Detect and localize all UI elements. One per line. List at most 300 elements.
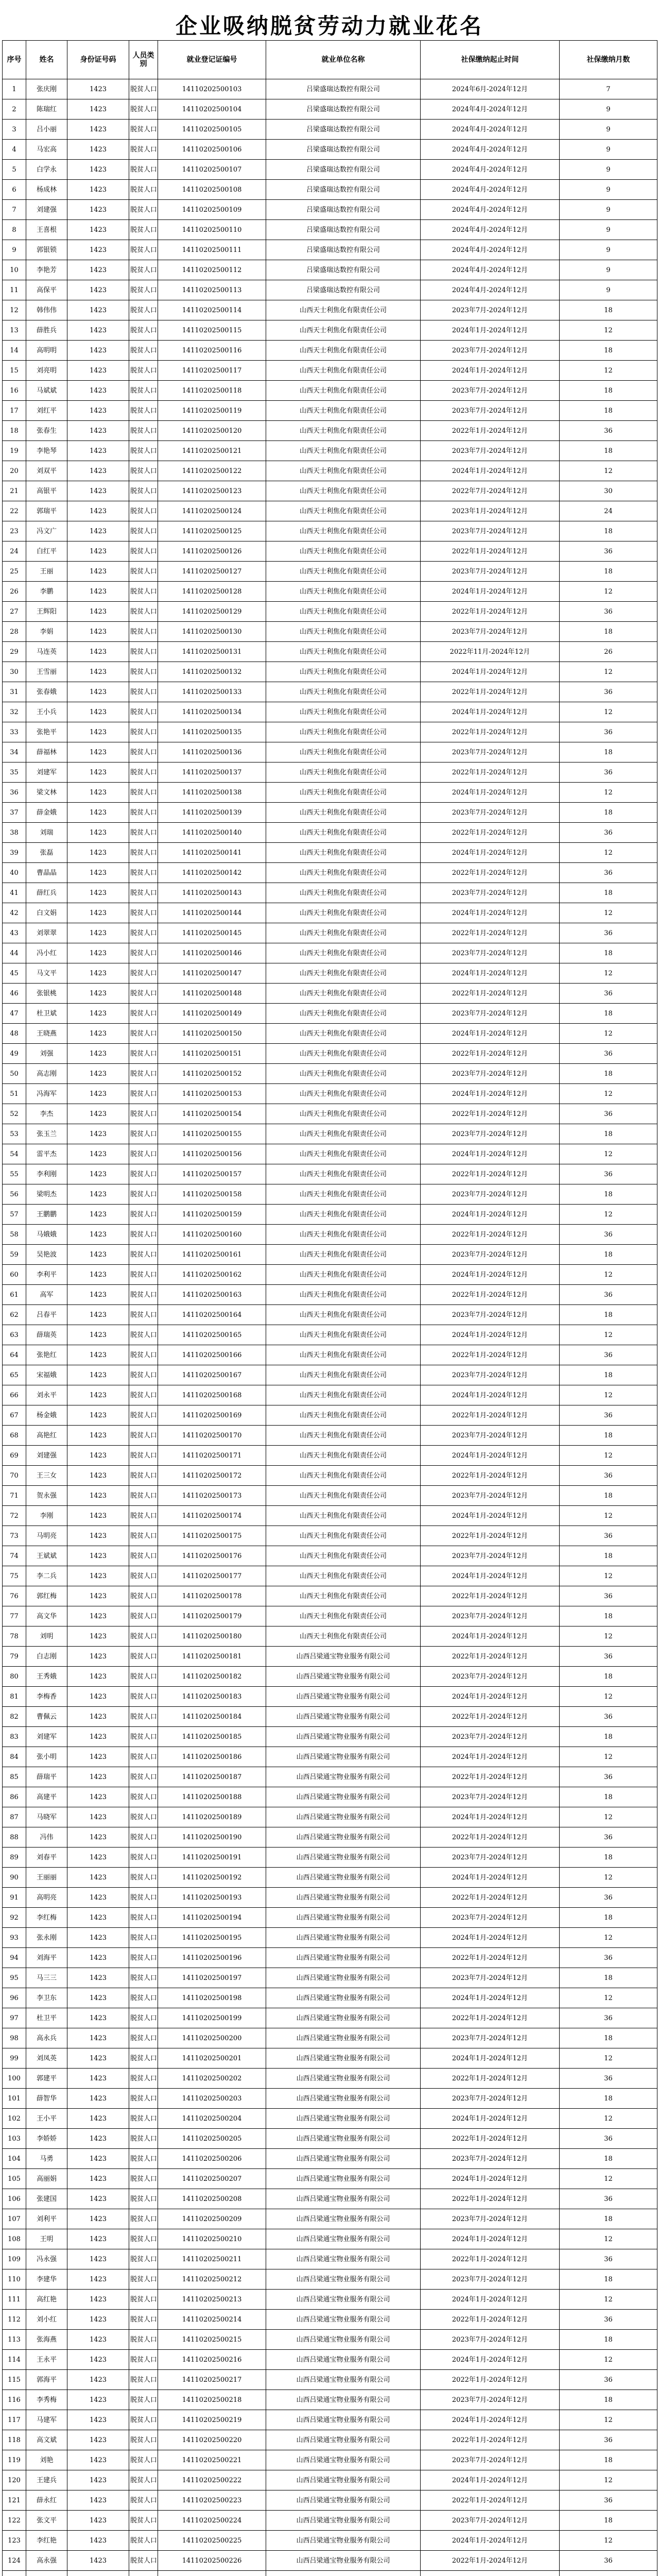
col-insurance-period-cell: 2023年7月-2024年12月 bbox=[421, 1787, 560, 1807]
col-registration-no-cell: 14110202500152 bbox=[158, 1064, 266, 1084]
col-category-cell: 脱贫人口 bbox=[129, 1827, 158, 1848]
table-row bbox=[3, 1968, 657, 1988]
col-id-number-cell: 1423 bbox=[67, 1225, 129, 1245]
col-category-cell: 脱贫人口 bbox=[129, 2089, 158, 2109]
col-insurance-months-cell: 12 bbox=[560, 903, 657, 923]
col-insurance-months-cell: 36 bbox=[560, 1586, 657, 1606]
col-name-cell: 张春娥 bbox=[26, 682, 67, 702]
table-row bbox=[3, 2430, 657, 2450]
col-employer-cell: 山西天士利焦化有限责任公司 bbox=[266, 300, 421, 320]
col-id-number-cell: 1423 bbox=[67, 2209, 129, 2229]
col-insurance-period-cell: 2022年1月-2024年12月 bbox=[421, 1225, 560, 1245]
col-index-cell: 13 bbox=[3, 320, 26, 341]
col-name-cell: 冯永强 bbox=[26, 2249, 67, 2269]
table-row bbox=[3, 1365, 657, 1385]
col-category-cell: 脱贫人口 bbox=[129, 1486, 158, 1506]
col-category-cell: 脱贫人口 bbox=[129, 963, 158, 984]
col-name-cell: 郭海平 bbox=[26, 2370, 67, 2390]
col-insurance-period-cell: 2024年1月-2024年12月 bbox=[421, 2229, 560, 2249]
col-insurance-months-cell: 12 bbox=[560, 2290, 657, 2310]
col-employer-cell: 吕梁盛瑞达数控有限公司 bbox=[266, 260, 421, 280]
table-row bbox=[3, 742, 657, 762]
col-employer-cell: 山西天士利焦化有限责任公司 bbox=[266, 762, 421, 783]
col-insurance-months-cell: 12 bbox=[560, 461, 657, 481]
table-row bbox=[3, 1767, 657, 1787]
table-row bbox=[3, 943, 657, 963]
col-insurance-months-cell: 36 bbox=[560, 2370, 657, 2390]
col-insurance-months-cell: 18 bbox=[560, 2089, 657, 2109]
col-index-cell: 19 bbox=[3, 441, 26, 461]
col-insurance-months-cell: 36 bbox=[560, 1647, 657, 1667]
col-employer-cell: 吕梁盛瑞达数控有限公司 bbox=[266, 99, 421, 120]
col-id-number-cell: 1423 bbox=[67, 2350, 129, 2370]
table-row bbox=[3, 1807, 657, 1827]
col-index-cell: 60 bbox=[3, 1265, 26, 1285]
table-row bbox=[3, 2229, 657, 2249]
col-name-cell: 马斌斌 bbox=[26, 381, 67, 401]
col-index-cell: 40 bbox=[3, 863, 26, 883]
col-category-cell: 脱贫人口 bbox=[129, 2169, 158, 2189]
col-insurance-period-cell: 2023年1月-2024年12月 bbox=[421, 501, 560, 521]
table-row bbox=[3, 220, 657, 240]
col-registration-no-cell: 14110202500161 bbox=[158, 1245, 266, 1265]
col-name-cell: 贺永强 bbox=[26, 1486, 67, 1506]
col-name-cell: 薛永红 bbox=[26, 2490, 67, 2511]
col-id-number-cell: 1423 bbox=[67, 2089, 129, 2109]
col-id-number-cell: 1423 bbox=[67, 2330, 129, 2350]
col-category-cell: 脱贫人口 bbox=[129, 200, 158, 220]
col-employer-cell: 吕梁盛瑞达数控有限公司 bbox=[266, 200, 421, 220]
col-id-number-cell: 1423 bbox=[67, 2410, 129, 2430]
col-insurance-period-cell: 2023年7月-2024年12月 bbox=[421, 401, 560, 421]
col-id-number-cell: 1423 bbox=[67, 1868, 129, 1888]
col-employer-cell: 吕梁盛瑞达数控有限公司 bbox=[266, 79, 421, 99]
col-name-cell: 高建平 bbox=[26, 1787, 67, 1807]
col-employer-cell: 山西吕梁通宝物业服务有限公司 bbox=[266, 2028, 421, 2048]
col-id-number-cell: 1423 bbox=[67, 421, 129, 441]
col-id-number-cell: 1423 bbox=[67, 2370, 129, 2390]
col-index-cell: 10 bbox=[3, 260, 26, 280]
col-id-number-cell: 1423 bbox=[67, 2310, 129, 2330]
col-index-cell: 2 bbox=[3, 99, 26, 120]
col-insurance-period-cell: 2022年1月-2024年12月 bbox=[421, 863, 560, 883]
col-id-number-cell: 1423 bbox=[67, 1566, 129, 1586]
col-category-cell: 脱贫人口 bbox=[129, 1104, 158, 1124]
col-insurance-period-cell: 2022年1月-2024年12月 bbox=[421, 722, 560, 742]
table-row bbox=[3, 1667, 657, 1687]
col-registration-no-cell: 14110202500220 bbox=[158, 2430, 266, 2450]
col-name-cell: 李刚 bbox=[26, 1506, 67, 1526]
col-employer-cell: 吕梁盛瑞达数控有限公司 bbox=[266, 140, 421, 160]
col-insurance-period-cell: 2023年7月-2024年12月 bbox=[421, 2028, 560, 2048]
col-id-number-cell: 1423 bbox=[67, 2470, 129, 2490]
col-insurance-period-cell: 2022年1月-2024年12月 bbox=[421, 2370, 560, 2390]
table-row bbox=[3, 622, 657, 642]
col-employer-cell: 山西吕梁通宝物业服务有限公司 bbox=[266, 2470, 421, 2490]
col-index-cell: 80 bbox=[3, 1667, 26, 1687]
col-id-number-cell: 1423 bbox=[67, 1245, 129, 1265]
col-name-cell: 张庆刚 bbox=[26, 79, 67, 99]
col-index-cell: 7 bbox=[3, 200, 26, 220]
col-id-number-cell: 1423 bbox=[67, 1265, 129, 1285]
col-name-cell: 王永平 bbox=[26, 2350, 67, 2370]
col-name-cell: 薛胜兵 bbox=[26, 320, 67, 341]
table-row bbox=[3, 1928, 657, 1948]
col-id-number-cell: 1423 bbox=[67, 2008, 129, 2028]
col-name-cell: 刘凤英 bbox=[26, 2048, 67, 2069]
col-insurance-period-cell: 2023年7月-2024年12月 bbox=[421, 381, 560, 401]
col-category-cell: 脱贫人口 bbox=[129, 1225, 158, 1245]
col-registration-no-cell: 14110202500179 bbox=[158, 1606, 266, 1626]
table-row bbox=[3, 401, 657, 421]
col-index-cell: 32 bbox=[3, 702, 26, 722]
col-index-cell: 99 bbox=[3, 2048, 26, 2069]
col-insurance-period-cell: 2024年1月-2024年12月 bbox=[421, 963, 560, 984]
col-insurance-months-cell: 36 bbox=[560, 2189, 657, 2209]
col-index-cell: 72 bbox=[3, 1506, 26, 1526]
col-employer-cell: 山西吕梁通宝物业服务有限公司 bbox=[266, 1988, 421, 2008]
col-insurance-months-cell: 12 bbox=[560, 1144, 657, 1164]
header-col-index: 序号 bbox=[3, 41, 26, 79]
col-registration-no-cell: 14110202500177 bbox=[158, 1566, 266, 1586]
col-insurance-period-cell: 2024年1月-2024年12月 bbox=[421, 1385, 560, 1405]
col-insurance-period-cell: 2023年7月-2024年12月 bbox=[421, 883, 560, 903]
col-id-number-cell: 1423 bbox=[67, 140, 129, 160]
col-insurance-period-cell: 2022年1月-2024年12月 bbox=[421, 1948, 560, 1968]
col-category-cell: 脱贫人口 bbox=[129, 722, 158, 742]
col-name-cell: 高艳红 bbox=[26, 1426, 67, 1446]
table-row bbox=[3, 381, 657, 401]
table-row bbox=[3, 1647, 657, 1667]
col-category-cell: 脱贫人口 bbox=[129, 220, 158, 240]
col-index-cell: 68 bbox=[3, 1426, 26, 1446]
col-insurance-months-cell: 12 bbox=[560, 783, 657, 803]
col-name-cell: 杜卫斌 bbox=[26, 1004, 67, 1024]
col-index-cell: 78 bbox=[3, 1626, 26, 1647]
col-index-cell: 45 bbox=[3, 963, 26, 984]
col-index-cell: 81 bbox=[3, 1687, 26, 1707]
col-insurance-period-cell: 2023年7月-2024年12月 bbox=[421, 2390, 560, 2410]
col-id-number-cell: 1423 bbox=[67, 1526, 129, 1546]
col-name-cell: 刘小红 bbox=[26, 2310, 67, 2330]
table-row bbox=[3, 1144, 657, 1164]
col-category-cell: 脱贫人口 bbox=[129, 2129, 158, 2149]
col-name-cell: 张海燕 bbox=[26, 2330, 67, 2350]
col-registration-no-cell: 14110202500192 bbox=[158, 1868, 266, 1888]
col-insurance-period-cell: 2023年7月-2024年12月 bbox=[421, 521, 560, 541]
col-employer-cell: 山西吕梁通宝物业服务有限公司 bbox=[266, 1787, 421, 1807]
col-category-cell: 脱贫人口 bbox=[129, 1647, 158, 1667]
col-index-cell: 55 bbox=[3, 1164, 26, 1184]
col-employer-cell: 山西天士利焦化有限责任公司 bbox=[266, 622, 421, 642]
col-registration-no-cell: 14110202500217 bbox=[158, 2370, 266, 2390]
col-category-cell: 脱贫人口 bbox=[129, 2330, 158, 2350]
col-registration-no-cell: 14110202500135 bbox=[158, 722, 266, 742]
col-category-cell: 脱贫人口 bbox=[129, 2350, 158, 2370]
col-index-cell: 44 bbox=[3, 943, 26, 963]
col-insurance-months-cell: 36 bbox=[560, 541, 657, 562]
col-insurance-period-cell: 2022年1月-2024年12月 bbox=[421, 1345, 560, 1365]
col-id-number-cell: 1423 bbox=[67, 2169, 129, 2189]
col-registration-no-cell: 14110202500165 bbox=[158, 1325, 266, 1345]
col-category-cell: 脱贫人口 bbox=[129, 381, 158, 401]
col-registration-no-cell: 14110202500115 bbox=[158, 320, 266, 341]
col-employer-cell: 山西天士利焦化有限责任公司 bbox=[266, 602, 421, 622]
col-insurance-period-cell: 2024年4月-2024年12月 bbox=[421, 200, 560, 220]
col-insurance-period-cell: 2024年1月-2024年12月 bbox=[421, 1988, 560, 2008]
col-registration-no-cell: 14110202500155 bbox=[158, 1124, 266, 1144]
col-name-cell: 吕春平 bbox=[26, 1305, 67, 1325]
col-employer-cell: 吕梁盛瑞达数控有限公司 bbox=[266, 120, 421, 140]
col-index-cell: 97 bbox=[3, 2008, 26, 2028]
col-name-cell: 薛瑞英 bbox=[26, 1325, 67, 1345]
col-insurance-period-cell: 2022年1月-2024年12月 bbox=[421, 1044, 560, 1064]
col-employer-cell: 山西吕梁通宝物业服务有限公司 bbox=[266, 1747, 421, 1767]
col-employer-cell: 山西天士利焦化有限责任公司 bbox=[266, 361, 421, 381]
col-category-cell: 脱贫人口 bbox=[129, 1285, 158, 1305]
col-insurance-months-cell: 12 bbox=[560, 1687, 657, 1707]
col-index-cell: 101 bbox=[3, 2089, 26, 2109]
col-name-cell: 王晓燕 bbox=[26, 1024, 67, 1044]
col-category-cell: 脱贫人口 bbox=[129, 1124, 158, 1144]
col-employer-cell: 山西吕梁通宝物业服务有限公司 bbox=[266, 2048, 421, 2069]
table-row bbox=[3, 140, 657, 160]
col-index-cell: 115 bbox=[3, 2370, 26, 2390]
table-row bbox=[3, 341, 657, 361]
col-name-cell: 白学永 bbox=[26, 160, 67, 180]
col-employer-cell: 山西天士利焦化有限责任公司 bbox=[266, 1225, 421, 1245]
col-category-cell: 脱贫人口 bbox=[129, 1807, 158, 1827]
col-insurance-months-cell: 18 bbox=[560, 2209, 657, 2229]
col-insurance-period-cell: 2023年7月-2024年12月 bbox=[421, 742, 560, 762]
col-index-cell: 5 bbox=[3, 160, 26, 180]
col-insurance-period-cell: 2022年1月-2024年12月 bbox=[421, 1285, 560, 1305]
col-insurance-months-cell: 18 bbox=[560, 1606, 657, 1626]
table-row bbox=[3, 823, 657, 843]
col-category-cell: 脱贫人口 bbox=[129, 1466, 158, 1486]
col-registration-no-cell: 14110202500157 bbox=[158, 1164, 266, 1184]
col-index-cell: 94 bbox=[3, 1948, 26, 1968]
col-registration-no-cell: 14110202500160 bbox=[158, 1225, 266, 1245]
col-id-number-cell: 1423 bbox=[67, 863, 129, 883]
col-insurance-months-cell: 18 bbox=[560, 2330, 657, 2350]
table-row bbox=[3, 280, 657, 300]
col-registration-no-cell: 14110202500144 bbox=[158, 903, 266, 923]
col-index-cell: 12 bbox=[3, 300, 26, 320]
table-row bbox=[3, 441, 657, 461]
col-employer-cell: 山西吕梁通宝物业服务有限公司 bbox=[266, 2149, 421, 2169]
col-id-number-cell: 1423 bbox=[67, 1747, 129, 1767]
col-category-cell: 脱贫人口 bbox=[129, 1948, 158, 1968]
col-category-cell: 脱贫人口 bbox=[129, 2430, 158, 2450]
col-insurance-months-cell: 18 bbox=[560, 2511, 657, 2531]
col-category-cell: 脱贫人口 bbox=[129, 1084, 158, 1104]
table-row bbox=[3, 2511, 657, 2531]
table-row bbox=[3, 562, 657, 582]
col-category-cell: 脱贫人口 bbox=[129, 2531, 158, 2551]
col-registration-no-cell: 14110202500213 bbox=[158, 2290, 266, 2310]
table-row bbox=[3, 1305, 657, 1325]
col-name-cell: 薛智华 bbox=[26, 2089, 67, 2109]
col-category-cell: 脱贫人口 bbox=[129, 823, 158, 843]
col-insurance-months-cell: 12 bbox=[560, 2048, 657, 2069]
col-insurance-period-cell: 2022年1月-2024年12月 bbox=[421, 1647, 560, 1667]
col-employer-cell: 山西吕梁通宝物业服务有限公司 bbox=[266, 1948, 421, 1968]
col-index-cell: 36 bbox=[3, 783, 26, 803]
col-category-cell: 脱贫人口 bbox=[129, 2390, 158, 2410]
col-insurance-months-cell: 36 bbox=[560, 2490, 657, 2511]
col-name-cell: 高银平 bbox=[26, 481, 67, 501]
employment-roster-table bbox=[2, 40, 657, 2576]
col-employer-cell: 山西吕梁通宝物业服务有限公司 bbox=[266, 1687, 421, 1707]
col-insurance-period-cell bbox=[421, 2571, 560, 2576]
col-index-cell: 102 bbox=[3, 2109, 26, 2129]
col-id-number-cell: 1423 bbox=[67, 1908, 129, 1928]
col-category-cell: 脱贫人口 bbox=[129, 1265, 158, 1285]
col-name-cell: 张玉兰 bbox=[26, 1124, 67, 1144]
col-insurance-months-cell: 36 bbox=[560, 2551, 657, 2571]
col-employer-cell: 山西吕梁通宝物业服务有限公司 bbox=[266, 2008, 421, 2028]
col-name-cell: 王雪丽 bbox=[26, 662, 67, 682]
table-row bbox=[3, 582, 657, 602]
col-id-number-cell: 1423 bbox=[67, 1104, 129, 1124]
col-index-cell: 20 bbox=[3, 461, 26, 481]
table-row bbox=[3, 1004, 657, 1024]
col-category-cell: 脱贫人口 bbox=[129, 1426, 158, 1446]
col-insurance-months-cell: 36 bbox=[560, 722, 657, 742]
col-insurance-months-cell: 18 bbox=[560, 2450, 657, 2470]
col-name-cell: 白红平 bbox=[26, 541, 67, 562]
col-id-number-cell: 1423 bbox=[67, 602, 129, 622]
col-insurance-months-cell: 18 bbox=[560, 1968, 657, 1988]
col-insurance-period-cell: 2022年1月-2024年12月 bbox=[421, 823, 560, 843]
col-category-cell: 脱贫人口 bbox=[129, 2370, 158, 2390]
table-row bbox=[3, 1827, 657, 1848]
table-row bbox=[3, 260, 657, 280]
col-employer-cell: 山西天士利焦化有限责任公司 bbox=[266, 1144, 421, 1164]
col-insurance-months-cell: 12 bbox=[560, 1506, 657, 1526]
col-name-cell: 张永刚 bbox=[26, 1928, 67, 1948]
col-insurance-months-cell: 9 bbox=[560, 180, 657, 200]
col-index-cell: 118 bbox=[3, 2430, 26, 2450]
col-insurance-months-cell: 12 bbox=[560, 2531, 657, 2551]
col-insurance-period-cell: 2023年7月-2024年12月 bbox=[421, 1004, 560, 1024]
col-insurance-months-cell: 36 bbox=[560, 682, 657, 702]
col-employer-cell: 山西吕梁通宝物业服务有限公司 bbox=[266, 2450, 421, 2470]
col-id-number-cell: 1423 bbox=[67, 501, 129, 521]
col-insurance-period-cell: 2024年4月-2024年12月 bbox=[421, 160, 560, 180]
col-index-cell: 39 bbox=[3, 843, 26, 863]
header-col-insurance-months: 社保缴纳月数 bbox=[560, 41, 657, 79]
col-name-cell: 王丽 bbox=[26, 562, 67, 582]
col-index-cell: 9 bbox=[3, 240, 26, 260]
table-row bbox=[3, 2008, 657, 2028]
col-category-cell: 脱贫人口 bbox=[129, 441, 158, 461]
col-registration-no-cell: 14110202500128 bbox=[158, 582, 266, 602]
col-registration-no-cell: 14110202500201 bbox=[158, 2048, 266, 2069]
col-employer-cell: 山西天士利焦化有限责任公司 bbox=[266, 501, 421, 521]
col-registration-no-cell: 14110202500121 bbox=[158, 441, 266, 461]
col-category-cell: 脱贫人口 bbox=[129, 1044, 158, 1064]
col-employer-cell: 山西吕梁通宝物业服务有限公司 bbox=[266, 2269, 421, 2290]
col-index-cell: 42 bbox=[3, 903, 26, 923]
col-index-cell: 83 bbox=[3, 1727, 26, 1747]
col-insurance-period-cell: 2024年1月-2024年12月 bbox=[421, 1687, 560, 1707]
col-index-cell: 31 bbox=[3, 682, 26, 702]
col-insurance-months-cell: 36 bbox=[560, 1466, 657, 1486]
col-registration-no-cell: 14110202500176 bbox=[158, 1546, 266, 1566]
table-row bbox=[3, 1626, 657, 1647]
col-name-cell: 张艳红 bbox=[26, 1345, 67, 1365]
col-index-cell: 14 bbox=[3, 341, 26, 361]
col-employer-cell: 山西吕梁通宝物业服务有限公司 bbox=[266, 1647, 421, 1667]
col-category-cell: 脱贫人口 bbox=[129, 1205, 158, 1225]
col-category-cell: 脱贫人口 bbox=[129, 320, 158, 341]
col-name-cell: 王丽丽 bbox=[26, 1868, 67, 1888]
col-registration-no-cell: 14110202500208 bbox=[158, 2189, 266, 2209]
col-employer-cell: 山西天士利焦化有限责任公司 bbox=[266, 943, 421, 963]
col-employer-cell: 山西吕梁通宝物业服务有限公司 bbox=[266, 2490, 421, 2511]
col-id-number-cell: 1423 bbox=[67, 702, 129, 722]
col-employer-cell: 山西吕梁通宝物业服务有限公司 bbox=[266, 2511, 421, 2531]
table-row bbox=[3, 2269, 657, 2290]
col-employer-cell: 山西吕梁通宝物业服务有限公司 bbox=[266, 1888, 421, 1908]
col-insurance-period-cell: 2024年1月-2024年12月 bbox=[421, 2109, 560, 2129]
col-index-cell: 65 bbox=[3, 1365, 26, 1385]
col-employer-cell: 山西天士利焦化有限责任公司 bbox=[266, 1104, 421, 1124]
col-registration-no-cell: 14110202500214 bbox=[158, 2310, 266, 2330]
col-category-cell: 脱贫人口 bbox=[129, 1345, 158, 1365]
col-category-cell: 脱贫人口 bbox=[129, 2310, 158, 2330]
col-id-number-cell: 1423 bbox=[67, 1124, 129, 1144]
col-insurance-months-cell: 36 bbox=[560, 984, 657, 1004]
col-registration-no-cell: 14110202500167 bbox=[158, 1365, 266, 1385]
col-name-cell: 马宏高 bbox=[26, 140, 67, 160]
col-insurance-months-cell: 36 bbox=[560, 923, 657, 943]
col-employer-cell: 山西天士利焦化有限责任公司 bbox=[266, 642, 421, 662]
col-registration-no-cell: 14110202500145 bbox=[158, 923, 266, 943]
col-employer-cell: 山西天士利焦化有限责任公司 bbox=[266, 1064, 421, 1084]
col-name-cell: 李艳琴 bbox=[26, 441, 67, 461]
table-row bbox=[3, 1586, 657, 1606]
col-insurance-period-cell: 2022年1月-2024年12月 bbox=[421, 2310, 560, 2330]
col-employer-cell: 山西天士利焦化有限责任公司 bbox=[266, 1486, 421, 1506]
col-category-cell: 脱贫人口 bbox=[129, 1024, 158, 1044]
col-employer-cell: 山西天士利焦化有限责任公司 bbox=[266, 1405, 421, 1426]
table-row bbox=[3, 99, 657, 120]
col-registration-no-cell: 14110202500141 bbox=[158, 843, 266, 863]
col-employer-cell: 山西天士利焦化有限责任公司 bbox=[266, 1084, 421, 1104]
col-category-cell: 脱贫人口 bbox=[129, 1988, 158, 2008]
col-index-cell: 43 bbox=[3, 923, 26, 943]
col-insurance-period-cell: 2024年1月-2024年12月 bbox=[421, 1144, 560, 1164]
col-insurance-period-cell: 2024年4月-2024年12月 bbox=[421, 280, 560, 300]
col-category-cell: 脱贫人口 bbox=[129, 2028, 158, 2048]
col-id-number-cell: 1423 bbox=[67, 642, 129, 662]
col-category-cell: 脱贫人口 bbox=[129, 341, 158, 361]
col-employer-cell: 山西天士利焦化有限责任公司 bbox=[266, 1044, 421, 1064]
col-name-cell: 王斌斌 bbox=[26, 1546, 67, 1566]
col-registration-no-cell: 14110202500127 bbox=[158, 562, 266, 582]
table-row bbox=[3, 501, 657, 521]
col-name-cell: 薛金娥 bbox=[26, 803, 67, 823]
col-registration-no-cell: 14110202500221 bbox=[158, 2450, 266, 2470]
col-insurance-months-cell: 12 bbox=[560, 1385, 657, 1405]
col-index-cell: 23 bbox=[3, 521, 26, 541]
col-registration-no-cell: 14110202500146 bbox=[158, 943, 266, 963]
col-index-cell: 86 bbox=[3, 1787, 26, 1807]
col-index-cell: 122 bbox=[3, 2511, 26, 2531]
